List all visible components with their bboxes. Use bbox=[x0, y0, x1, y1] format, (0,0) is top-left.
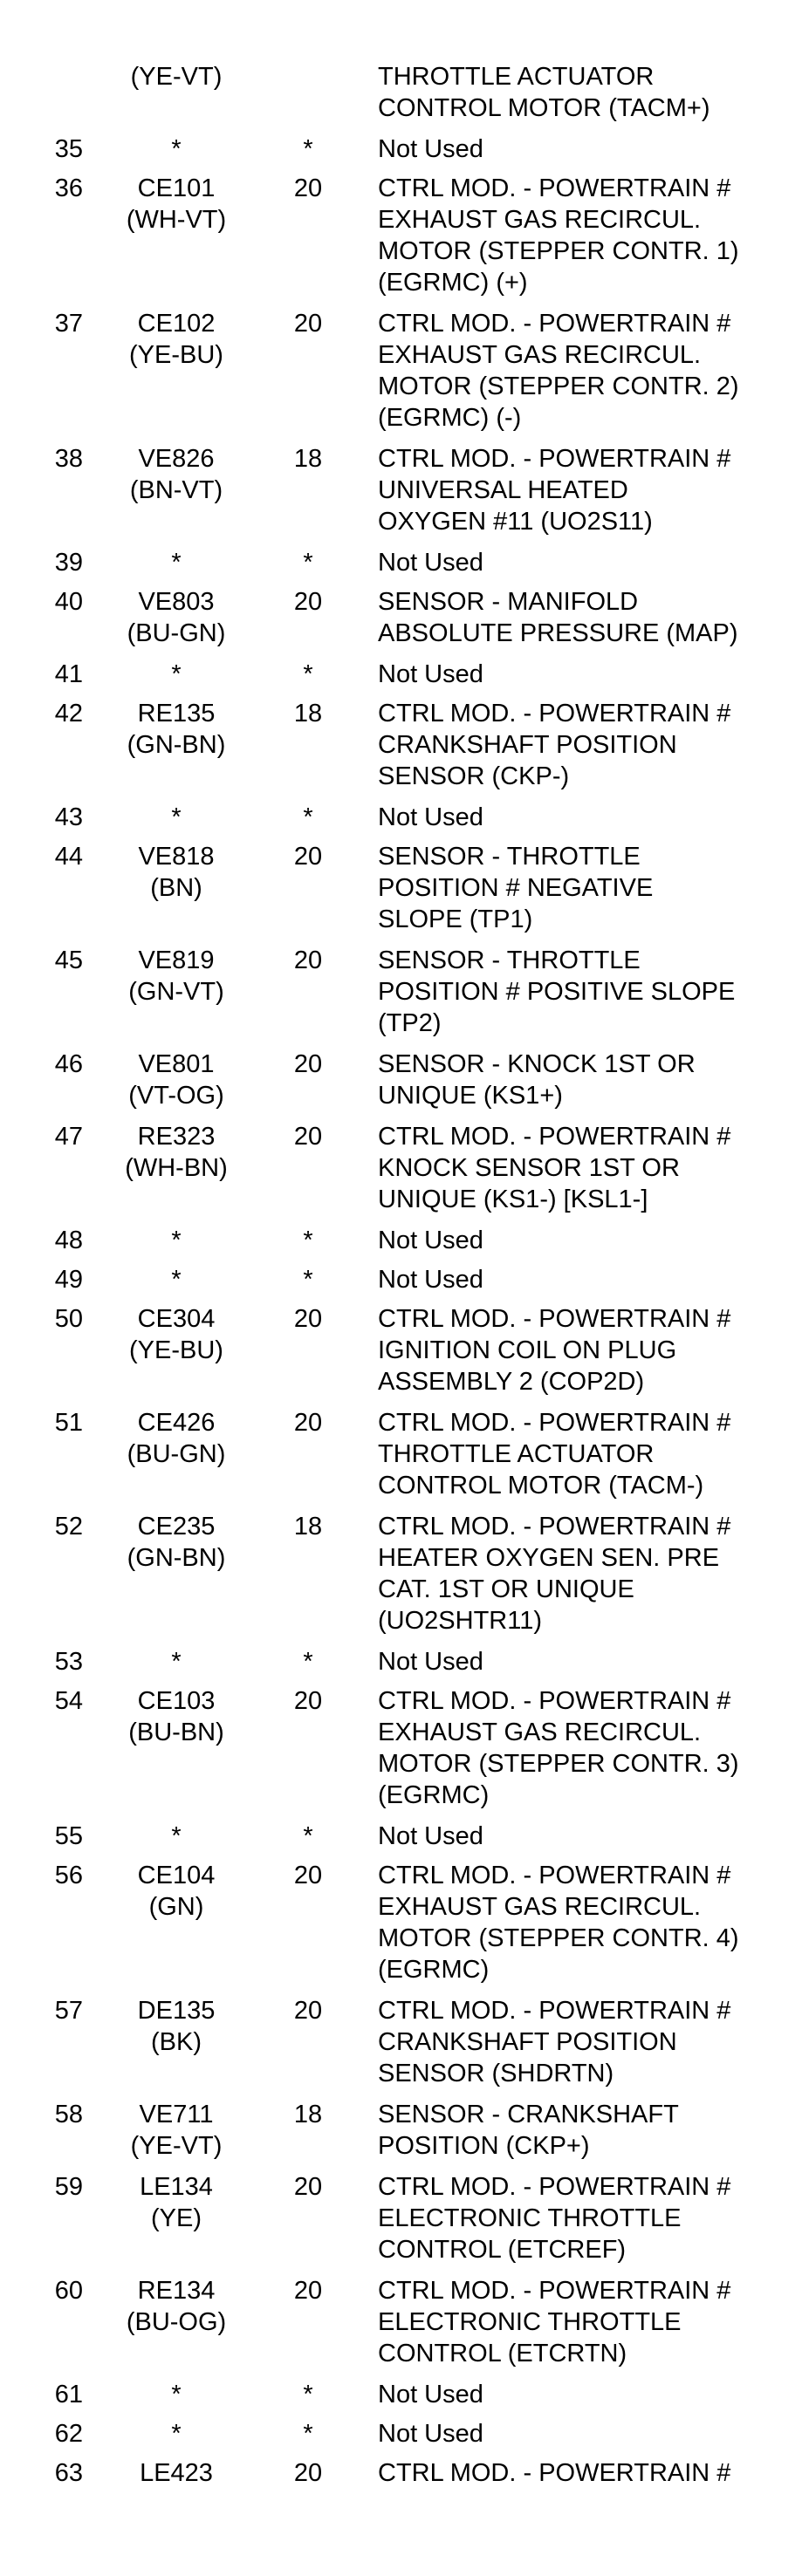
table-row bbox=[0, 1407, 802, 1511]
function-cell: Not Used bbox=[378, 135, 483, 163]
function-cell: SENSOR - THROTTLE POSITION # NEGATIVE SLOPE (TP1) bbox=[378, 843, 654, 933]
circuit-cell: CE426 (BU-GN) bbox=[127, 1409, 226, 1468]
function-cell: Not Used bbox=[378, 1648, 483, 1676]
wire-gauge-cell: * bbox=[303, 2381, 313, 2409]
wire-gauge-cell: 20 bbox=[293, 2173, 323, 2201]
circuit-cell: * bbox=[171, 2381, 182, 2409]
wire-gauge-cell: 20 bbox=[293, 1997, 323, 2025]
cavity-number: 35 bbox=[54, 135, 83, 163]
table-row bbox=[0, 1264, 802, 1303]
wire-gauge-cell: * bbox=[303, 2420, 313, 2448]
table-row bbox=[0, 945, 802, 1049]
circuit-cell: DE135 (BK) bbox=[137, 1997, 216, 2056]
function-cell: CTRL MOD. - POWERTRAIN # EXHAUST GAS RECIRCUL. MOTOR (STEPPER CONTR. 3) (EGRMC) bbox=[378, 1687, 739, 1809]
wire-gauge-cell: 20 bbox=[293, 1123, 323, 1151]
wire-gauge-cell: 20 bbox=[293, 1050, 323, 1078]
function-cell: CTRL MOD. - POWERTRAIN # IGNITION COIL ON PLUG ASSEMBLY 2 (COP2D) bbox=[378, 1305, 731, 1396]
table-row bbox=[0, 802, 802, 841]
function-cell: SENSOR - KNOCK 1ST OR UNIQUE (KS1+) bbox=[378, 1050, 696, 1110]
cavity-number: 47 bbox=[54, 1123, 83, 1151]
table-row bbox=[0, 2418, 802, 2457]
table-row bbox=[0, 173, 802, 308]
cavity-number: 36 bbox=[54, 174, 83, 202]
circuit-cell: * bbox=[171, 1266, 182, 1294]
circuit-cell: * bbox=[171, 803, 182, 831]
circuit-cell: VE818 (BN) bbox=[138, 843, 215, 902]
circuit-cell: (YE-VT) bbox=[130, 63, 223, 91]
table-row bbox=[0, 308, 802, 443]
wire-gauge-cell: 20 bbox=[293, 310, 323, 338]
circuit-cell: RE134 (BU-OG) bbox=[126, 2277, 227, 2336]
cavity-number: 41 bbox=[54, 660, 83, 688]
circuit-cell: CE104 (GN) bbox=[137, 1862, 216, 1921]
function-cell: SENSOR - THROTTLE POSITION # POSITIVE SLOPE (TP2) bbox=[378, 946, 736, 1037]
cavity-number: 60 bbox=[54, 2277, 83, 2305]
table-row bbox=[0, 2275, 802, 2379]
cavity-number: 54 bbox=[54, 1687, 83, 1715]
wire-gauge-cell: 18 bbox=[293, 1513, 323, 1541]
function-cell: CTRL MOD. - POWERTRAIN # KNOCK SENSOR 1ST OR UNIQUE (KS1-) [KSL1-] bbox=[378, 1123, 731, 1213]
cavity-number: 61 bbox=[54, 2381, 83, 2409]
function-cell: CTRL MOD. - POWERTRAIN # THROTTLE ACTUATOR CONTROL MOTOR (TACM-) bbox=[378, 1409, 731, 1500]
cavity-number: 46 bbox=[54, 1050, 83, 1078]
table-row bbox=[0, 1511, 802, 1646]
cavity-number: 56 bbox=[54, 1862, 83, 1889]
cavity-number: 40 bbox=[54, 588, 83, 616]
wire-gauge-cell: 20 bbox=[293, 1409, 323, 1437]
function-cell: SENSOR - CRANKSHAFT POSITION (CKP+) bbox=[378, 2101, 679, 2160]
cavity-number: 38 bbox=[54, 445, 83, 473]
circuit-cell: RE323 (WH-BN) bbox=[125, 1123, 228, 1182]
wire-gauge-cell: 20 bbox=[293, 588, 323, 616]
function-cell: CTRL MOD. - POWERTRAIN # EXHAUST GAS RECIRCUL. MOTOR (STEPPER CONTR. 1) (EGRMC) (+) bbox=[378, 174, 739, 297]
cavity-number: 44 bbox=[54, 843, 83, 871]
wire-gauge-cell: 18 bbox=[293, 700, 323, 728]
circuit-cell: * bbox=[171, 549, 182, 577]
table-row bbox=[0, 2379, 802, 2418]
table-row bbox=[0, 1646, 802, 1685]
wire-gauge-cell: 20 bbox=[293, 1862, 323, 1889]
table-row bbox=[0, 659, 802, 698]
circuit-cell: * bbox=[171, 2420, 182, 2448]
wire-gauge-cell: 18 bbox=[293, 445, 323, 473]
function-cell: CTRL MOD. - POWERTRAIN # UNIVERSAL HEATED OXYGEN #11 (UO2S11) bbox=[378, 445, 731, 536]
cavity-number: 43 bbox=[54, 803, 83, 831]
table-row bbox=[0, 1303, 802, 1407]
circuit-cell: VE711 (YE-VT) bbox=[130, 2101, 223, 2160]
circuit-cell: * bbox=[171, 660, 182, 688]
circuit-cell: RE135 (GN-BN) bbox=[127, 700, 226, 759]
circuit-cell: * bbox=[171, 135, 182, 163]
cavity-number: 49 bbox=[54, 1266, 83, 1294]
table-row bbox=[0, 1225, 802, 1264]
table-row bbox=[0, 2171, 802, 2275]
function-cell: CTRL MOD. - POWERTRAIN # ELECTRONIC THROTTLE CONTROL (ETCREF) bbox=[378, 2173, 731, 2264]
function-cell: CTRL MOD. - POWERTRAIN # EXHAUST GAS RECIRCUL. MOTOR (STEPPER CONTR. 4) (EGRMC) bbox=[378, 1862, 739, 1984]
cavity-number: 63 bbox=[54, 2459, 83, 2487]
function-cell: Not Used bbox=[378, 1266, 483, 1294]
function-cell: Not Used bbox=[378, 2420, 483, 2448]
wire-gauge-cell: * bbox=[303, 1266, 313, 1294]
wire-gauge-cell: * bbox=[303, 1648, 313, 1676]
table-row bbox=[0, 2457, 802, 2498]
function-cell: SENSOR - MANIFOLD ABSOLUTE PRESSURE (MAP) bbox=[378, 588, 738, 647]
table-row bbox=[0, 1121, 802, 1225]
table-row bbox=[0, 1685, 802, 1821]
circuit-cell: VE819 (GN-VT) bbox=[128, 946, 224, 1006]
table-row bbox=[0, 2099, 802, 2171]
wire-gauge-cell: 20 bbox=[293, 174, 323, 202]
wire-gauge-cell: 20 bbox=[293, 2459, 323, 2487]
function-cell: Not Used bbox=[378, 1227, 483, 1254]
circuit-cell: CE102 (YE-BU) bbox=[129, 310, 223, 369]
circuit-cell: * bbox=[171, 1822, 182, 1850]
table-row bbox=[0, 1995, 802, 2099]
circuit-cell: VE803 (BU-GN) bbox=[127, 588, 226, 647]
table-row bbox=[0, 547, 802, 586]
cavity-number: 42 bbox=[54, 700, 83, 728]
function-cell: Not Used bbox=[378, 2381, 483, 2409]
circuit-cell: * bbox=[171, 1648, 182, 1676]
cavity-number: 39 bbox=[54, 549, 83, 577]
function-cell: Not Used bbox=[378, 803, 483, 831]
cavity-number: 57 bbox=[54, 1997, 83, 2025]
cavity-number: 37 bbox=[54, 310, 83, 338]
function-cell: Not Used bbox=[378, 549, 483, 577]
table-row bbox=[0, 698, 802, 802]
cavity-number: 52 bbox=[54, 1513, 83, 1541]
cavity-number: 51 bbox=[54, 1409, 83, 1437]
table-row bbox=[0, 1860, 802, 1995]
cavity-number: 50 bbox=[54, 1305, 83, 1333]
wire-gauge-cell: * bbox=[303, 549, 313, 577]
circuit-cell: LE423 bbox=[140, 2459, 213, 2487]
table-row bbox=[0, 586, 802, 659]
table-row bbox=[0, 61, 802, 133]
function-cell: Not Used bbox=[378, 660, 483, 688]
wire-gauge-cell: 20 bbox=[293, 843, 323, 871]
circuit-cell: LE134 (YE) bbox=[140, 2173, 213, 2232]
function-cell: CTRL MOD. - POWERTRAIN # HEATER OXYGEN SEN. PRE CAT. 1ST OR UNIQUE (UO2SHTR11) bbox=[378, 1513, 731, 1635]
cavity-number: 55 bbox=[54, 1822, 83, 1850]
table-row bbox=[0, 443, 802, 547]
cavity-number: 48 bbox=[54, 1227, 83, 1254]
wire-gauge-cell: * bbox=[303, 1822, 313, 1850]
circuit-cell: * bbox=[171, 1227, 182, 1254]
circuit-cell: CE101 (WH-VT) bbox=[126, 174, 227, 234]
function-cell: Not Used bbox=[378, 1822, 483, 1850]
wire-gauge-cell: 20 bbox=[293, 946, 323, 974]
function-cell: CTRL MOD. - POWERTRAIN # CRANKSHAFT POSITION SENSOR (CKP-) bbox=[378, 700, 731, 790]
wire-gauge-cell: * bbox=[303, 660, 313, 688]
table-row bbox=[0, 841, 802, 945]
wire-gauge-cell: 20 bbox=[293, 1687, 323, 1715]
wire-gauge-cell: 20 bbox=[293, 2277, 323, 2305]
circuit-cell: CE235 (GN-BN) bbox=[127, 1513, 226, 1572]
function-cell: CTRL MOD. - POWERTRAIN # ELECTRONIC THROTTLE CONTROL (ETCRTN) bbox=[378, 2277, 731, 2368]
circuit-cell: VE801 (VT-OG) bbox=[128, 1050, 224, 1110]
function-cell: THROTTLE ACTUATOR CONTROL MOTOR (TACM+) bbox=[378, 63, 710, 122]
cavity-number: 62 bbox=[54, 2420, 83, 2448]
wire-gauge-cell: * bbox=[303, 1227, 313, 1254]
wire-gauge-cell: * bbox=[303, 803, 313, 831]
table-row bbox=[0, 133, 802, 173]
circuit-cell: CE304 (YE-BU) bbox=[129, 1305, 223, 1364]
table-row bbox=[0, 1821, 802, 1860]
wire-gauge-cell: 20 bbox=[293, 1305, 323, 1333]
cavity-number: 53 bbox=[54, 1648, 83, 1676]
function-cell: CTRL MOD. - POWERTRAIN # bbox=[378, 2459, 731, 2487]
wire-gauge-cell: 18 bbox=[293, 2101, 323, 2128]
function-cell: CTRL MOD. - POWERTRAIN # CRANKSHAFT POSITION SENSOR (SHDRTN) bbox=[378, 1997, 731, 2087]
cavity-number: 59 bbox=[54, 2173, 83, 2201]
cavity-number: 45 bbox=[54, 946, 83, 974]
circuit-cell: VE826 (BN-VT) bbox=[129, 445, 223, 504]
wire-gauge-cell: * bbox=[303, 135, 313, 163]
cavity-number: 58 bbox=[54, 2101, 83, 2128]
circuit-cell: CE103 (BU-BN) bbox=[128, 1687, 224, 1746]
table-row bbox=[0, 1049, 802, 1121]
function-cell: CTRL MOD. - POWERTRAIN # EXHAUST GAS RECIRCUL. MOTOR (STEPPER CONTR. 2) (EGRMC) (-) bbox=[378, 310, 739, 432]
